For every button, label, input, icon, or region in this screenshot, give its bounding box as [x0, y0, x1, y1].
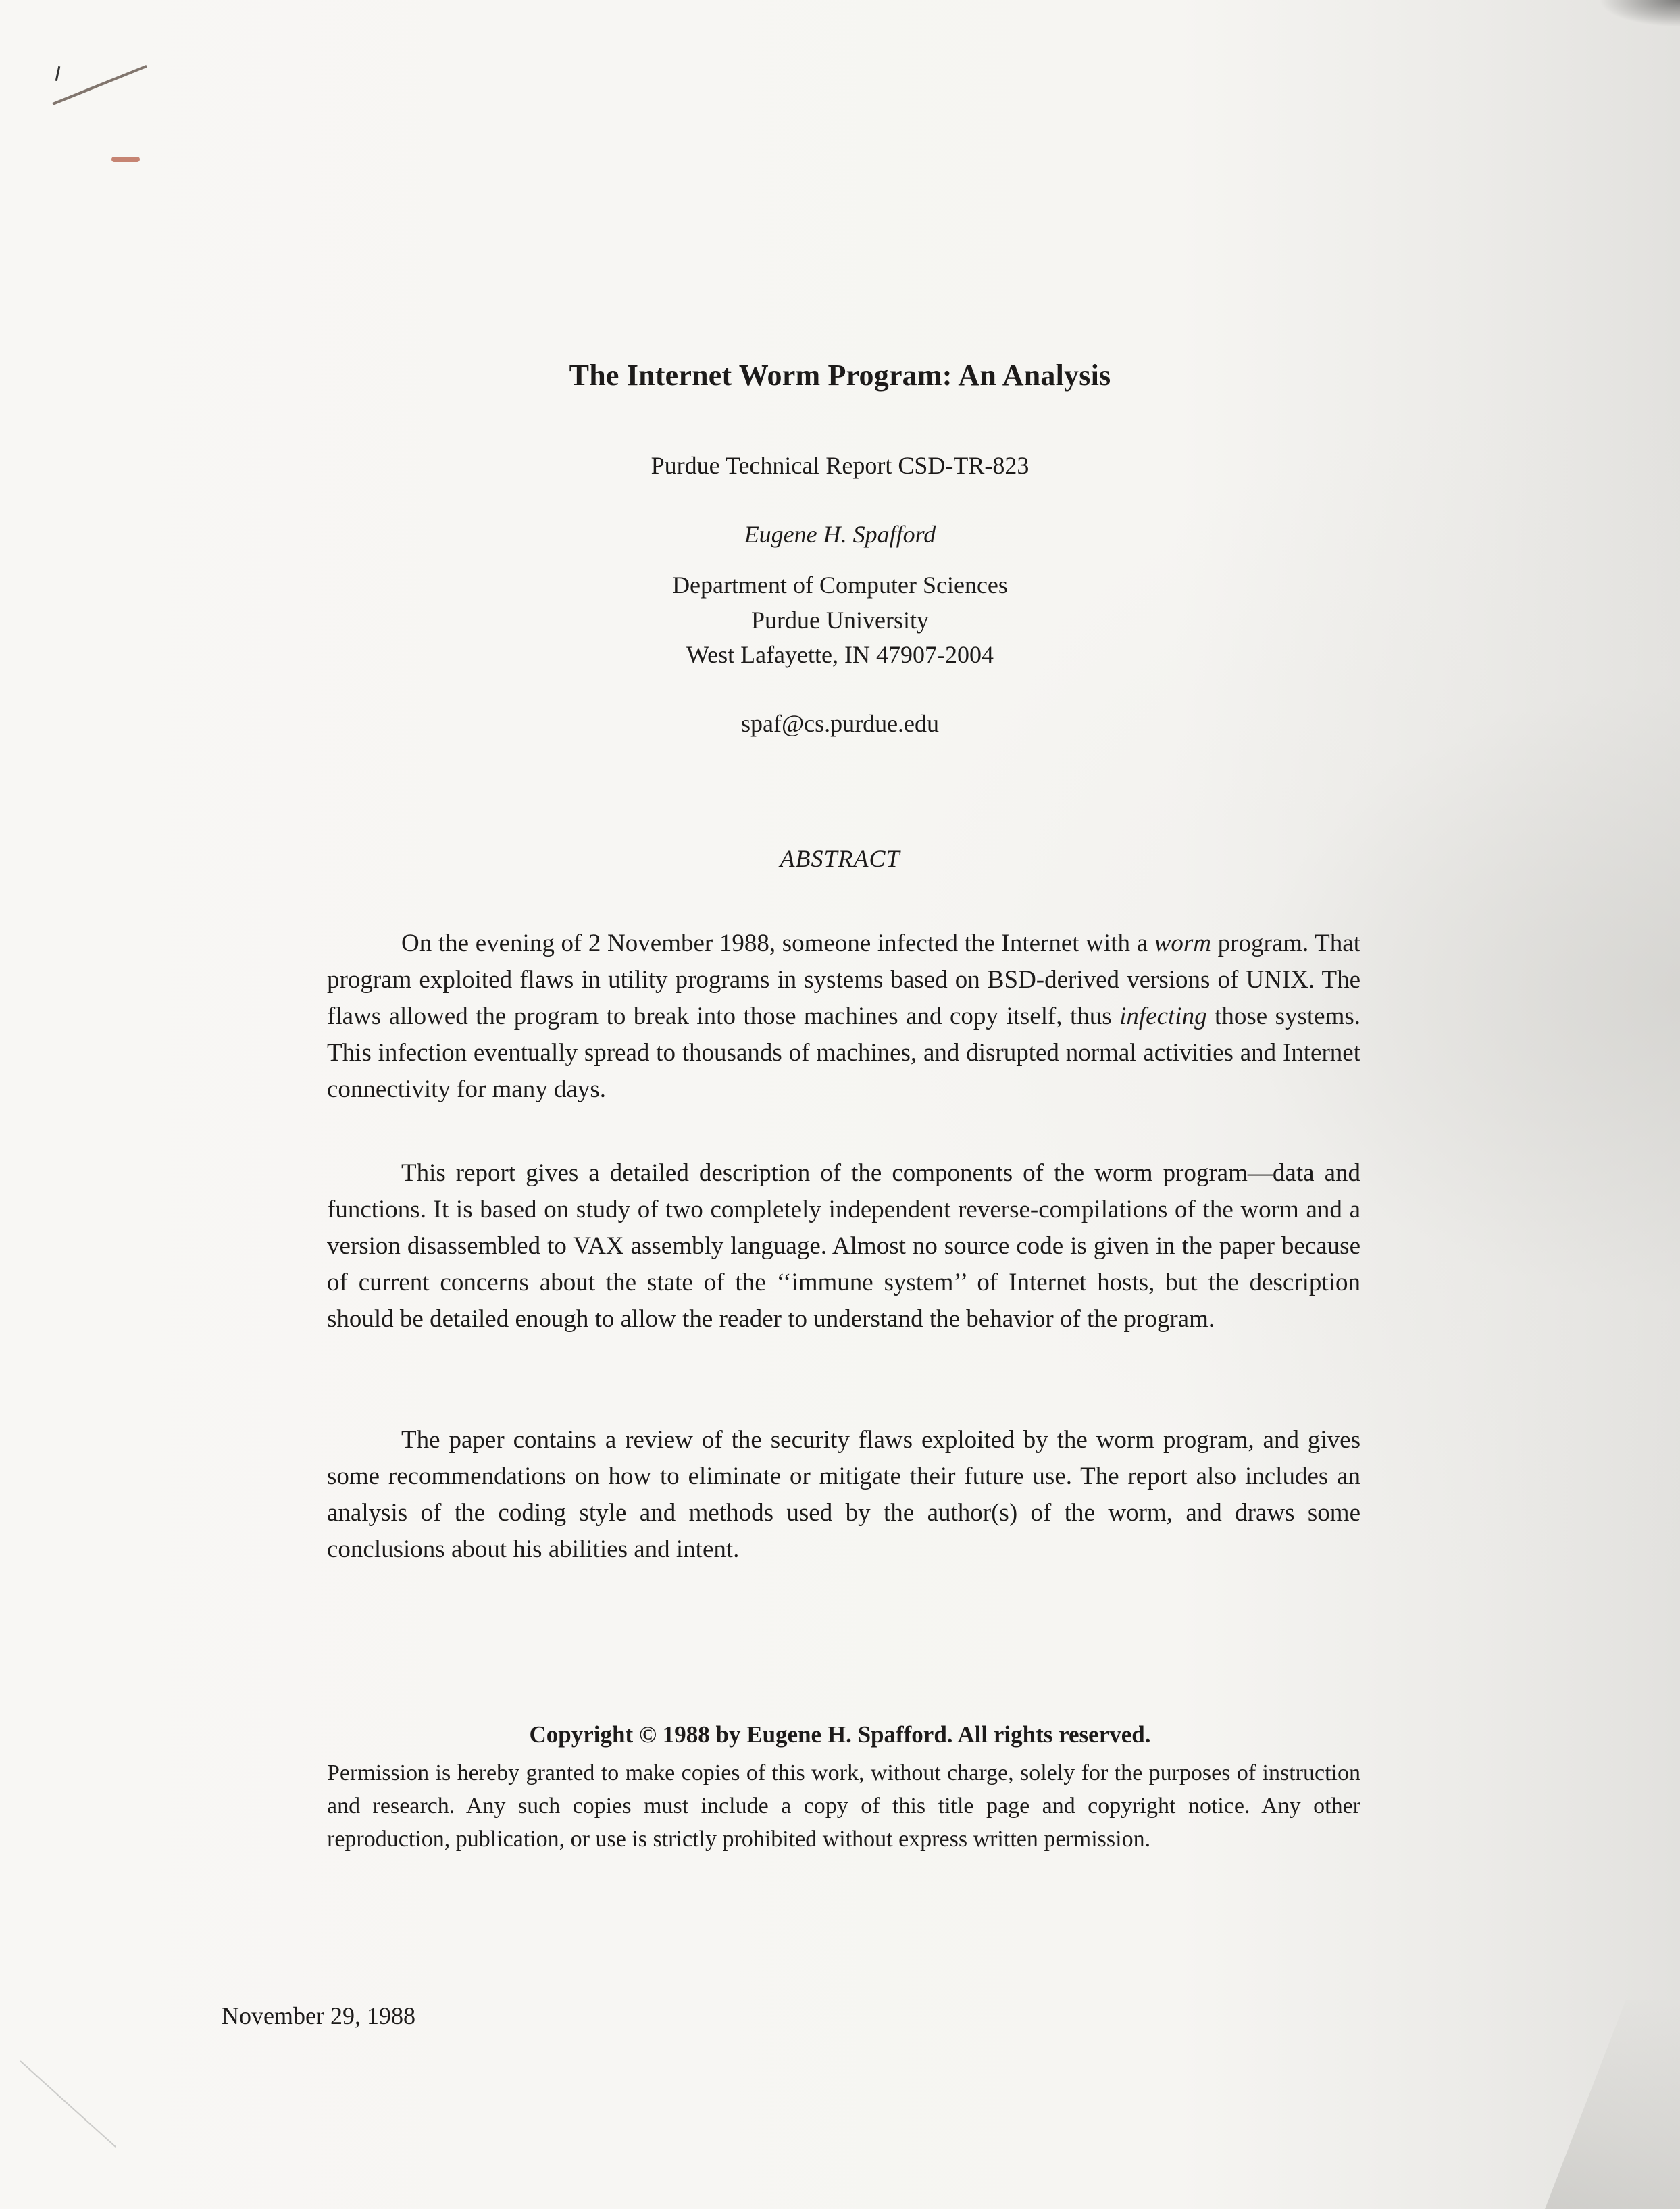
pen-scratch-mark: [52, 65, 147, 105]
scan-shadow: [1599, 0, 1680, 27]
abstract-heading: ABSTRACT: [780, 845, 900, 872]
pen-mark: [55, 66, 61, 81]
abstract-p1-text-c: program. That program exploited flaws in utility programs in systems based on BSD-derived versions of UNIX. The flaws allowed the program to break into those machines and copy itself, thus: [327, 930, 1360, 1030]
abstract-paragraph-1: [327, 925, 1360, 1108]
abstract-p1-italic-worm: worm: [1154, 930, 1211, 957]
document-date: November 29, 1988: [222, 2002, 415, 2029]
abstract-paragraph-3: The paper contains a review of the security flaws exploited by the worm program, and gives some recommendations on how to eliminate or mitigate their future use. The report also includes an analysis of the coding style and methods used by the author(s) of the worm, and draws some conclusions about his abilities and intent.: [327, 1426, 1360, 1563]
abstract-paragraph-2: This report gives a detailed description of the components of the worm program—data and functions. It is based on study of two completely independent reverse-compilations of the worm and a version disassembled to VAX assembly language. Almost no source code is given in the paper because of current concerns about the state of the ‘‘immune system’’ of Internet hosts, but the description should be detailed enough to allow the reader to understand the behavior of the program.: [327, 1159, 1360, 1333]
red-smudge-mark: [111, 157, 140, 162]
abstract-p1-italic-infecting: infecting: [1119, 1002, 1207, 1030]
address: West Lafayette, IN 47907-2004: [686, 641, 994, 668]
department: Department of Computer Sciences: [672, 572, 1008, 599]
author-email: spaf@cs.purdue.edu: [740, 710, 940, 737]
paper-fold-line: [20, 2060, 116, 2148]
author-name: Eugene H. Spafford: [744, 521, 936, 548]
report-number: Purdue Technical Report CSD-TR-823: [651, 452, 1029, 479]
copyright-notice: Copyright © 1988 by Eugene H. Spafford. All rights reserved.: [529, 1721, 1151, 1748]
abstract-p1-text-a: On the evening of 2 November 1988, someone infected the Internet with a: [401, 930, 1154, 957]
paper-corner-fold: [1545, 2000, 1680, 2209]
document-title: The Internet Worm Program: An Analysis: [569, 359, 1111, 392]
permission-statement: Permission is hereby granted to make copies of this work, without charge, solely for the purposes of instruction and research. Any such copies must include a copy of this title page and copyright notice. Any other reproduction, publication, or use is strictly prohibited without express written permission.: [327, 1760, 1360, 1852]
abstract-p1-text-e: those systems. This infection eventually spread to thousands of machines, and disrupted normal activities and Internet connectivity for many days.: [327, 1002, 1361, 1103]
university: Purdue University: [751, 607, 929, 634]
